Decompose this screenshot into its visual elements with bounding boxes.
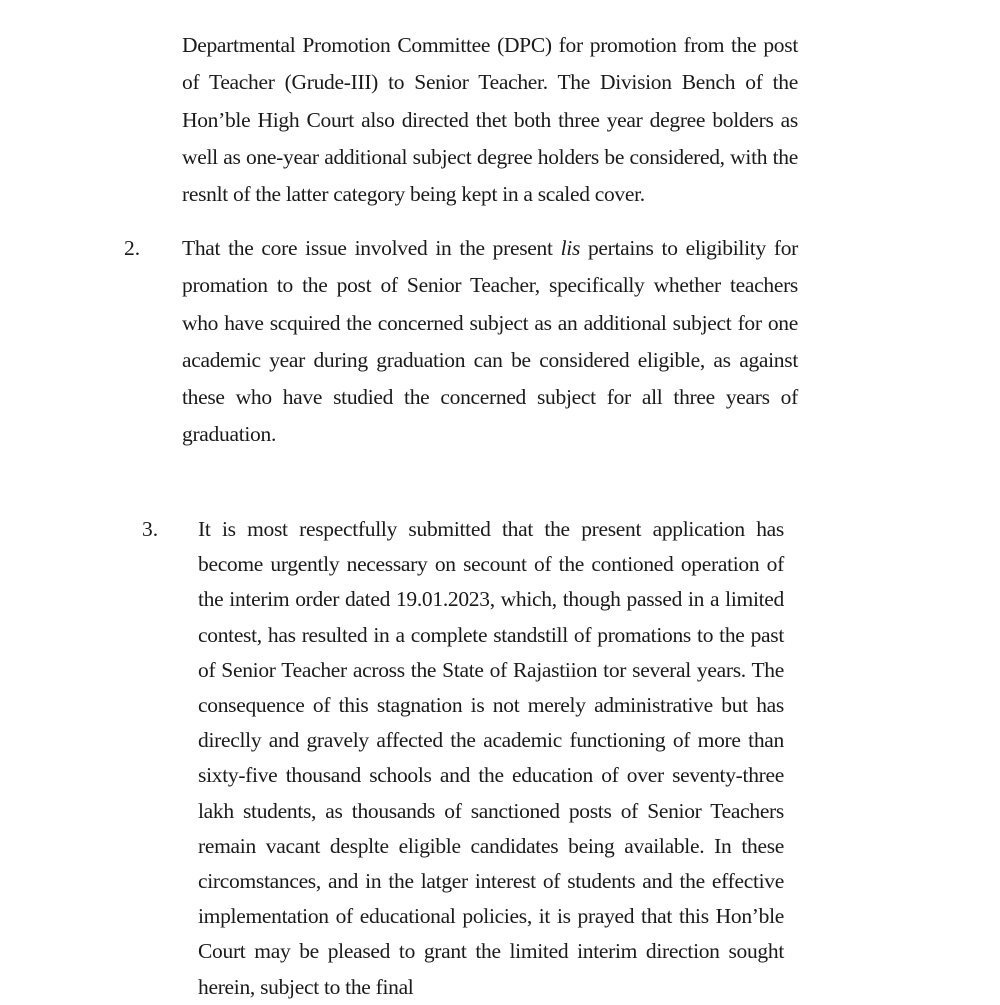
paragraph-3 [198, 512, 784, 1005]
paragraph-text-segment: pertains to eligibility for promation to the post of Senior Teacher, specifically whether teachers who have scquired the concerned subject as an additional subject for one academic year during graduation can be considered eligible, as against these who have studied the concerned subject for all three years of graduation. [182, 236, 799, 447]
paragraph-number: 2. [124, 236, 141, 260]
paragraph-italic-term: lis [560, 236, 581, 260]
paragraph-2 [182, 230, 798, 454]
paragraph-text: Departmental Promotion Committee (DPC) for promotion from the post of Teacher (Grude-III) to Senior Teacher. The Division Bench of the Hon’ble High Court also directed thet both three year degree bolders as well as one-year additional subject degree holders be considered, with the resnlt of the latter category being kept in a scaled cover. [182, 33, 798, 207]
paragraph-number: 3. [142, 517, 159, 541]
paragraph-continuation [182, 27, 798, 213]
paragraph-text: It is most respectfully submitted that the present application has become urgently necessary on secount of the contioned operation of the interim order dated 19.01.2023, which, though passed in a limited contest, has resulted in a complete standstill of promations to the past of Senior Teacher across the State of Rajastiion tor several years. The consequence of this stagnation is not merely administrative but has direclly and gravely affected the academic functioning of more than sixty-five thousand schools and the education of over seventy-three lakh students, as thousands of sanctioned posts of Senior Teachers remain vacant desplte eligible candidates being available. In these circomstances, and in the latger interest of students and the effective implementation of educational policies, it is prayed that this Hon’ble Court may be pleased to grant the limited interim direction sought herein, subject to the final [198, 517, 784, 999]
paragraph-text [182, 236, 798, 446]
paragraph-text-segment: That the core issue involved in the present [182, 236, 561, 260]
